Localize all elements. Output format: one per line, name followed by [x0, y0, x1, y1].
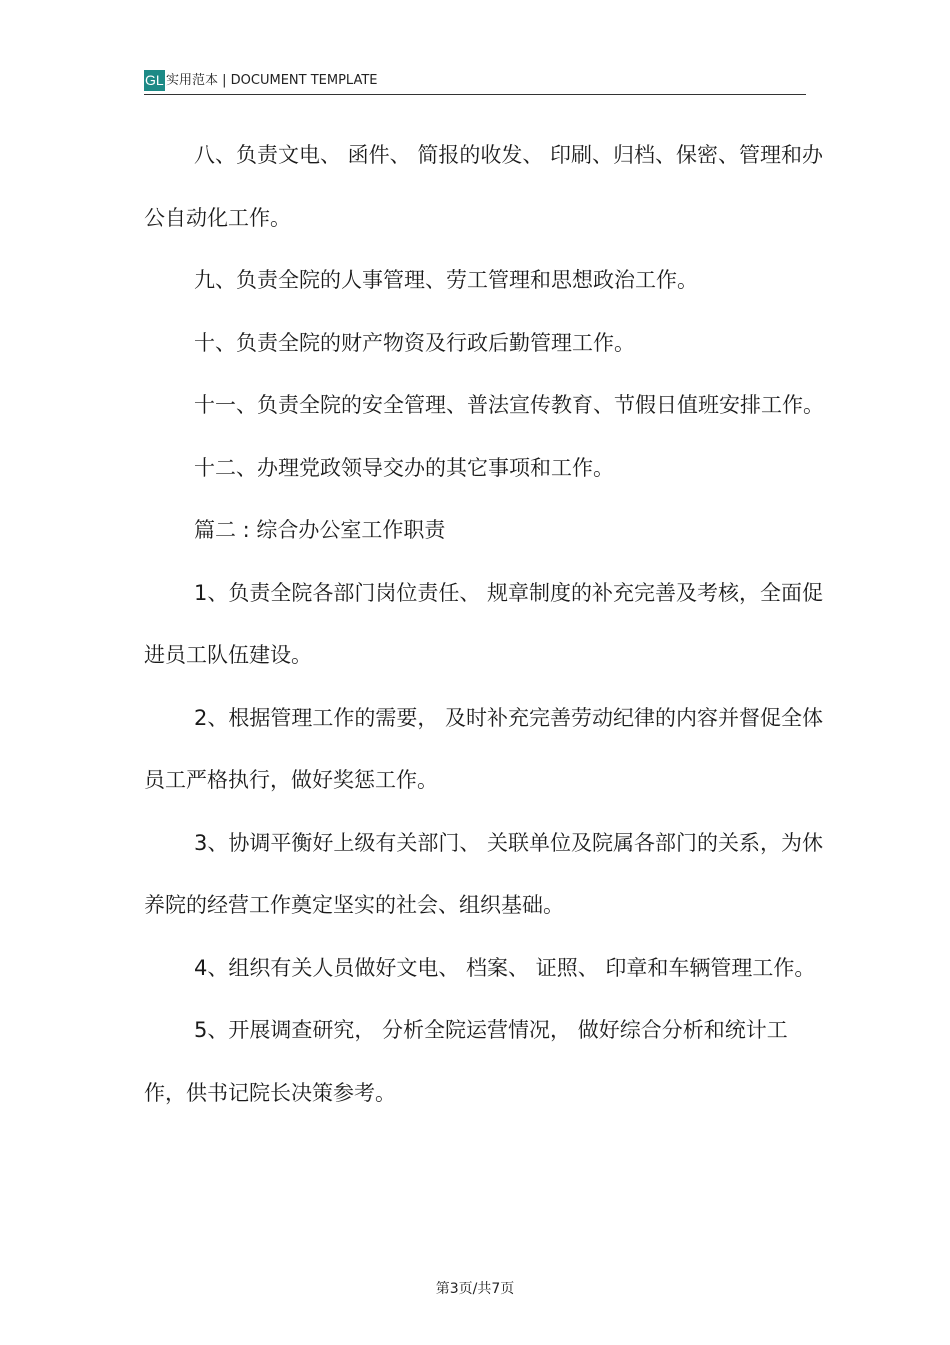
- section-heading: 篇二 : 综合办公室工作职责: [194, 518, 446, 542]
- paragraph-item-9: 九、负责全院的人事管理、劳工管理和思想政治工作。: [194, 268, 698, 292]
- duty-item-3: 3、协调平衡好上级有关部门、 关联单位及院属各部门的关系，为休养院的经营工作奠定坚实的社会、组织基础。: [144, 830, 824, 917]
- duty-item-4: 4、组织有关人员做好文电、 档案、 证照、 印章和车辆管理工作。: [194, 955, 816, 980]
- header-title: 实用范本 | DOCUMENT TEMPLATE: [166, 73, 378, 88]
- paragraph-item-11: 十一、负责全院的安全管理、普法宣传教育、节假日值班安排工作。: [194, 393, 824, 417]
- paragraph-item-8: 八、负责文电、 函件、 简报的收发、 印刷、归档、保密、管理和办公自动化工作。: [144, 143, 824, 230]
- paragraph-item-10: 十、负责全院的财产物资及行政后勤管理工作。: [194, 330, 635, 355]
- duty-item-1: 1、负责全院各部门岗位责任、 规章制度的补充完善及考核，全面促进员工队伍建设。: [144, 580, 824, 667]
- page-header: [144, 68, 806, 95]
- logo-badge: GL: [144, 70, 165, 91]
- duty-item-2: 2、根据管理工作的需要， 及时补充完善劳动纪律的内容并督促全体员工严格执行，做好奖惩工作。: [144, 705, 824, 792]
- document-body: [144, 124, 824, 1124]
- duty-item-5: 5、开展调查研究， 分析全院运营情况， 做好综合分析和统计工作，供书记院长决策参考。: [144, 1018, 788, 1105]
- page-number: 第3页/共7页: [435, 1281, 515, 1297]
- paragraph-item-12: 十二、办理党政领导交办的其它事项和工作。: [194, 455, 614, 480]
